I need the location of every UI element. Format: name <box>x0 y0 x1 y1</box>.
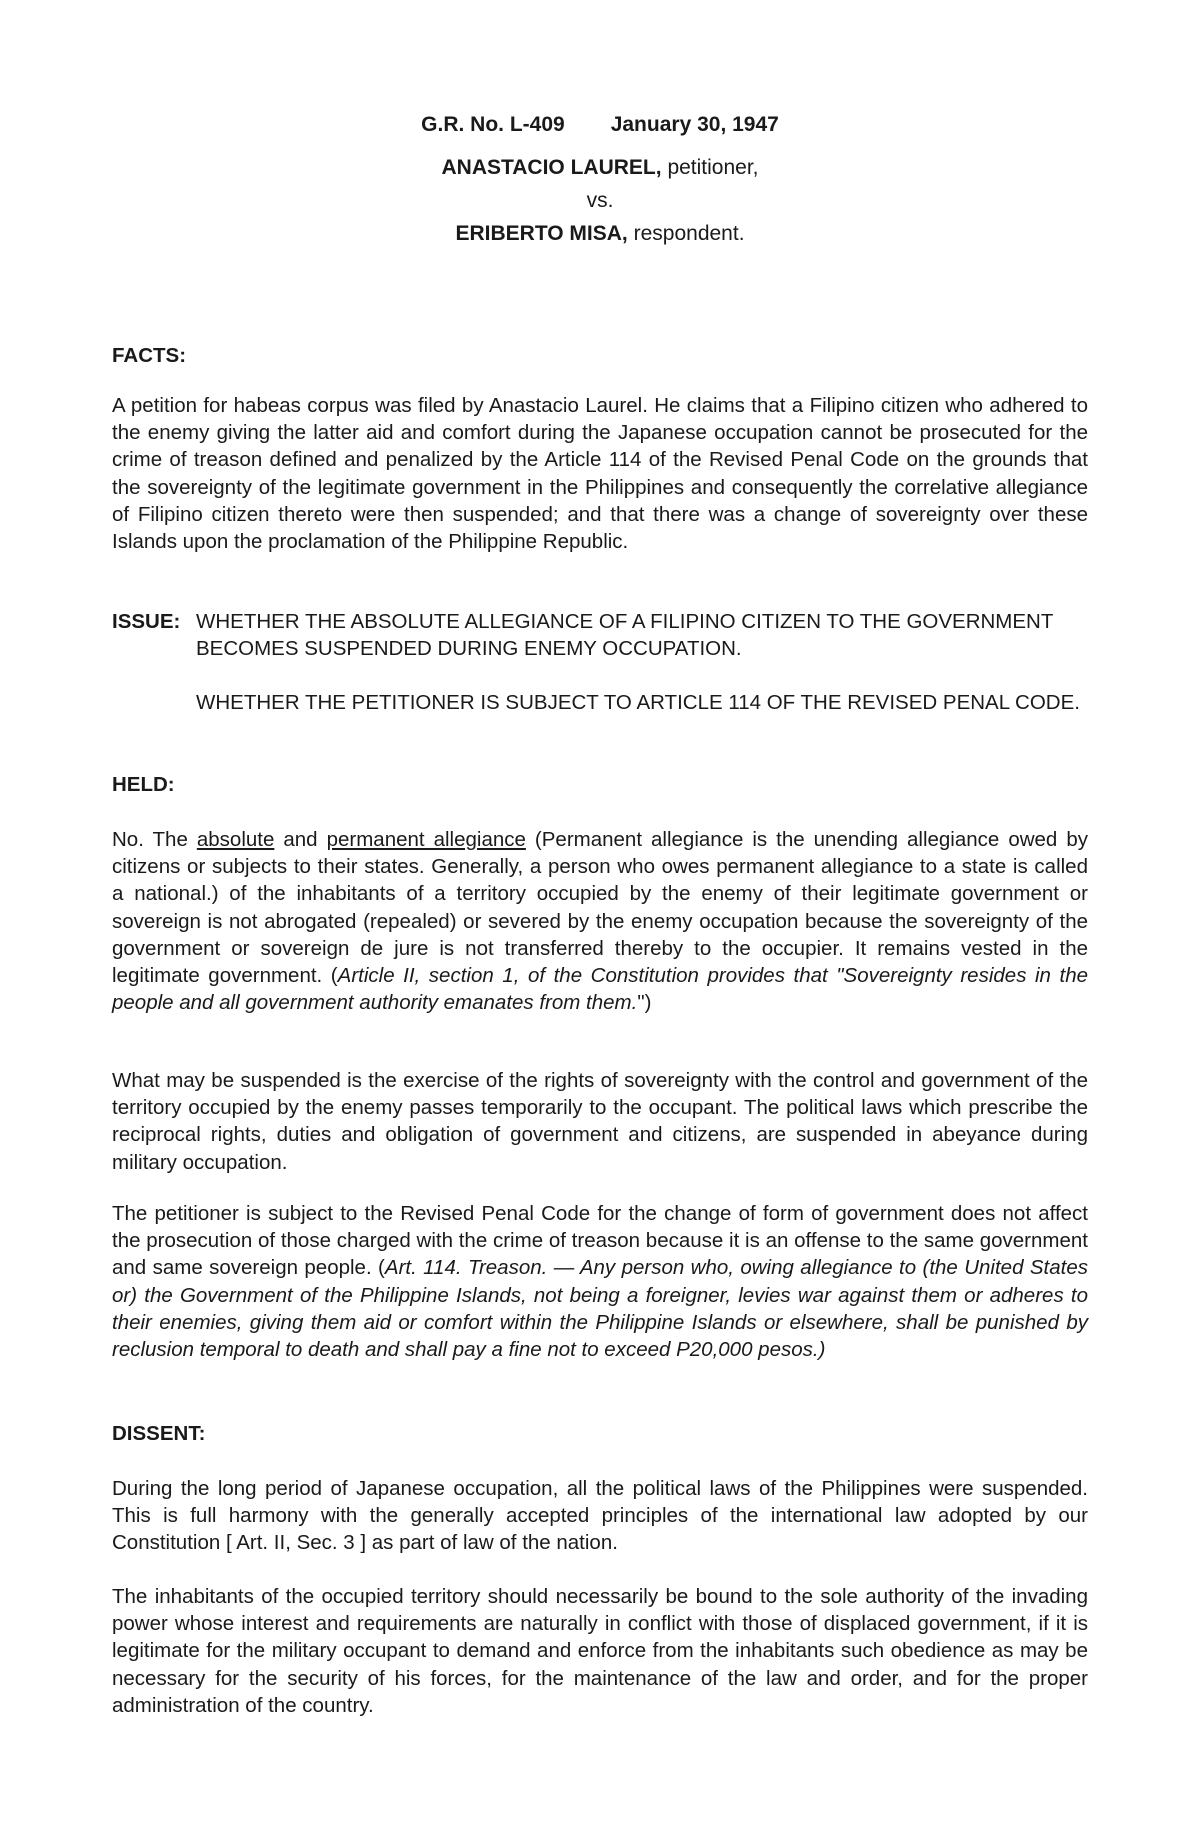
dissent-p2-text: The inhabitants of the occupied territory should necessarily be bound to the sole authority of the invading power whose interest and requirements are naturally in conflict with those of displaced government, if it is legitimate for the military occupant to demand and enforce from the inhabitants such obedience as may be necessary for the security of his forces, for the maintenance of the law and order, and for the proper administration of the country. <box>112 1585 1088 1717</box>
versus: vs. <box>586 189 614 212</box>
held-paragraph-2 <box>112 1067 1088 1176</box>
held-p1-and: and <box>283 828 318 851</box>
facts-paragraph: A petition for habeas corpus was filed by Anastacio Laurel. He claims that a Filipino citizen who adhered to the enemy giving the latter aid and comfort during the Japanese occupation cannot be prosecuted for the crime of treason defined and penalized by the Article 114 of the Revised Penal Code on the grounds that the sovereignty of the legitimate government in the Philippines and consequently the correlative allegiance of Filipino citizen thereto were then suspended; and that there was a change of sovereignty over these Islands upon the proclamation of the Philippine Republic. <box>112 394 1088 554</box>
underlined-absolute: absolute <box>196 828 275 851</box>
held-p3-article-114-quote: Art. 114. Treason. — Any person who, owing allegiance to (the United States or) the Government of the Philippine Islands, not being a foreigner, levies war against them or adheres to their enemies, giving them aid or comfort within the Philippine Islands or elsewhere, shall be punished by reclusion temporal to death and shall pay a fine not to exceed P20,000 pesos.) <box>112 1256 1088 1362</box>
petitioner-name: ANASTACIO LAUREL, <box>441 156 662 179</box>
petitioner-line <box>0 156 1200 180</box>
dissent-heading: DISSENT: <box>112 1422 206 1445</box>
case-header <box>0 113 1200 137</box>
dissent-p1-text: During the long period of Japanese occupation, all the political laws of the Philippines were suspended. This is full harmony with the generally accepted principles of the international law adopted by our Constitution [ Art. II, Sec. 3 ] as part of law of the nation. <box>112 1477 1088 1555</box>
dissent-paragraph-1 <box>112 1475 1088 1557</box>
held-p1-end: ") <box>637 991 652 1015</box>
facts-heading: FACTS: <box>112 344 187 367</box>
issue-item: WHETHER THE PETITIONER IS SUBJECT TO ARTICLE 114 OF THE REVISED PENAL CODE. <box>196 691 1080 715</box>
underlined-permanent-allegiance: permanent allegiance <box>326 828 526 851</box>
respondent-line <box>0 222 1200 246</box>
facts-section <box>112 392 1088 555</box>
issue-label: ISSUE: <box>112 610 181 633</box>
dissent-paragraph-2 <box>112 1583 1088 1719</box>
respondent-role: respondent. <box>633 222 745 245</box>
held-p1-start: No. The <box>112 828 188 851</box>
respondent-name: ERIBERTO MISA, <box>455 222 628 245</box>
held-p1-rest: (Permanent allegiance is the unending allegiance owed by citizens or subjects to their states. Generally, a person who owes permanent allegiance to a state is called a national.) of the inhabitants of a territory occupied by the enemy of their legitimate government or sovereign is not abrogated (repealed) or severed by the enemy occupation because the sovereignty of the government or sovereign de jure is not transferred thereby to the occupier. It remains vested in the legitimate government. ( <box>112 828 1088 988</box>
petitioner-role: petitioner, <box>667 156 759 179</box>
held-p2-text: What may be suspended is the exercise of the rights of sovereignty with the control and government of the territory occupied by the enemy passes temporarily to the occupant. The political laws which prescribe the reciprocal rights, duties and obligation of government and citizens, are suspended in abeyance during military occupation. <box>112 1069 1088 1174</box>
held-p1-constitution-quote: Article II, section 1, of the Constitution provides that "Sovereignty resides in the people and all government authority emanates from them. <box>112 964 1089 1015</box>
issue-item: WHETHER THE ABSOLUTE ALLEGIANCE OF A FILIPINO CITIZEN TO THE GOVERNMENT BECOMES SUSPENDED DURING ENEMY OCCUPATION. <box>196 610 1054 661</box>
case-date: January 30, 1947 <box>610 113 779 136</box>
held-paragraph-3 <box>112 1200 1088 1363</box>
issue-section <box>112 608 1088 717</box>
held-paragraph-1 <box>112 826 1088 1016</box>
case-number: G.R. No. L-409 <box>421 113 565 136</box>
held-p3-start: The petitioner is subject to the Revised Penal Code for the change of form of government does not affect the prosecution of those charged with the crime of treason because it is an offense to the same government and same sovereign people. ( <box>112 1202 1088 1280</box>
held-heading: HELD: <box>112 773 175 796</box>
